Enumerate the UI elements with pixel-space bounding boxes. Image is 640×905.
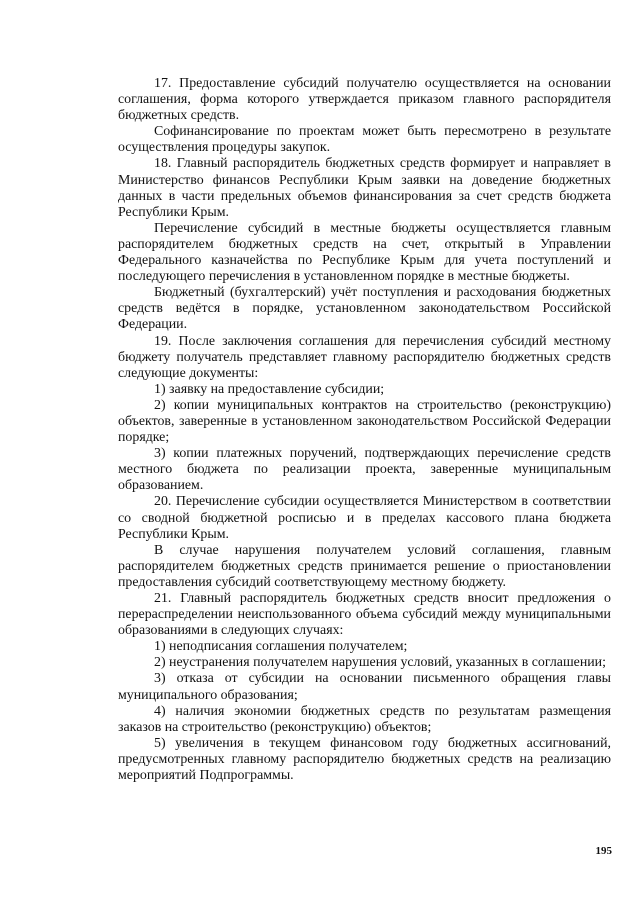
paragraph-19: 19. После заключения соглашения для перечисления субсидий местному бюджету получатель представляет главному распорядителю бюджетных средств следующие документы: bbox=[118, 333, 611, 381]
paragraph-20: 20. Перечисление субсидии осуществляется Министерством в соответствии со сводной бюджетной росписью и в пределах кассового плана бюджета Республики Крым. bbox=[118, 494, 611, 542]
paragraph-18: 18. Главный распорядитель бюджетных средств формирует и направляет в Министерство финансов Республики Крым заявки на доведение бюджетных данных в части предельных объемов финансирования за счет средств бюджета Республики Крым. bbox=[118, 156, 611, 220]
paragraph-violation: В случае нарушения получателем условий соглашения, главным распорядителем бюджетных средств принимается решение о приостановлении предоставления субсидий соответствующему местному бюджету. bbox=[118, 542, 611, 590]
list-item-19-2: 2) копии муниципальных контрактов на строительство (реконструкцию) объектов, заверенные в установленном законодательством Российской Федерации порядке; bbox=[118, 397, 611, 446]
list-item-21-5: 5) увеличения в текущем финансовом году бюджетных ассигнований, предусмотренных главному распорядителю бюджетных средств на реализацию мероприятий Подпрограммы. bbox=[118, 735, 611, 784]
paragraph-accounting: Бюджетный (бухгалтерский) учёт поступления и расходования бюджетных средств ведётся в порядке, установленном законодательством Российской Федерации. bbox=[118, 285, 611, 333]
list-item-21-3: 3) отказа от субсидии на основании письменного обращения главы муниципального образования; bbox=[118, 671, 611, 703]
list-item-19-1: 1) заявку на предоставление субсидии; bbox=[154, 381, 385, 397]
list-item-21-4: 4) наличия экономии бюджетных средств по результатам размещения заказов на строительство (реконструкцию) объектов; bbox=[118, 703, 611, 735]
document-body bbox=[118, 76, 611, 784]
page-number: 195 bbox=[595, 845, 612, 857]
paragraph-transfer: Перечисление субсидий в местные бюджеты осуществляется главным распорядителем бюджетных средств на счет, открытый в Управлении Федерального казначейства по Республике Крым для учета поступлений и последующего перечисления в установленном порядке в местные бюджеты. bbox=[118, 220, 611, 285]
list-item-21-2: 2) неустранения получателем нарушения условий, указанных в соглашении; bbox=[154, 655, 606, 671]
paragraph-cofinancing: Софинансирование по проектам может быть пересмотрено в результате осуществления процедуры закупок. bbox=[118, 124, 611, 156]
paragraph-21: 21. Главный распорядитель бюджетных средств вносит предложения о перераспределении неиспользованного объема субсидий между муниципальными образованиями в следующих случаях: bbox=[118, 591, 611, 639]
paragraph-17: 17. Предоставление субсидий получателю осуществляется на основании соглашения, форма которого утверждается приказом главного распорядителя бюджетных средств. bbox=[118, 76, 611, 124]
list-item-19-3: 3) копии платежных поручений, подтверждающих перечисление средств местного бюджета по реализации проекта, заверенные муниципальным образованием. bbox=[118, 446, 611, 494]
list-item-21-1: 1) неподписания соглашения получателем; bbox=[154, 639, 408, 655]
